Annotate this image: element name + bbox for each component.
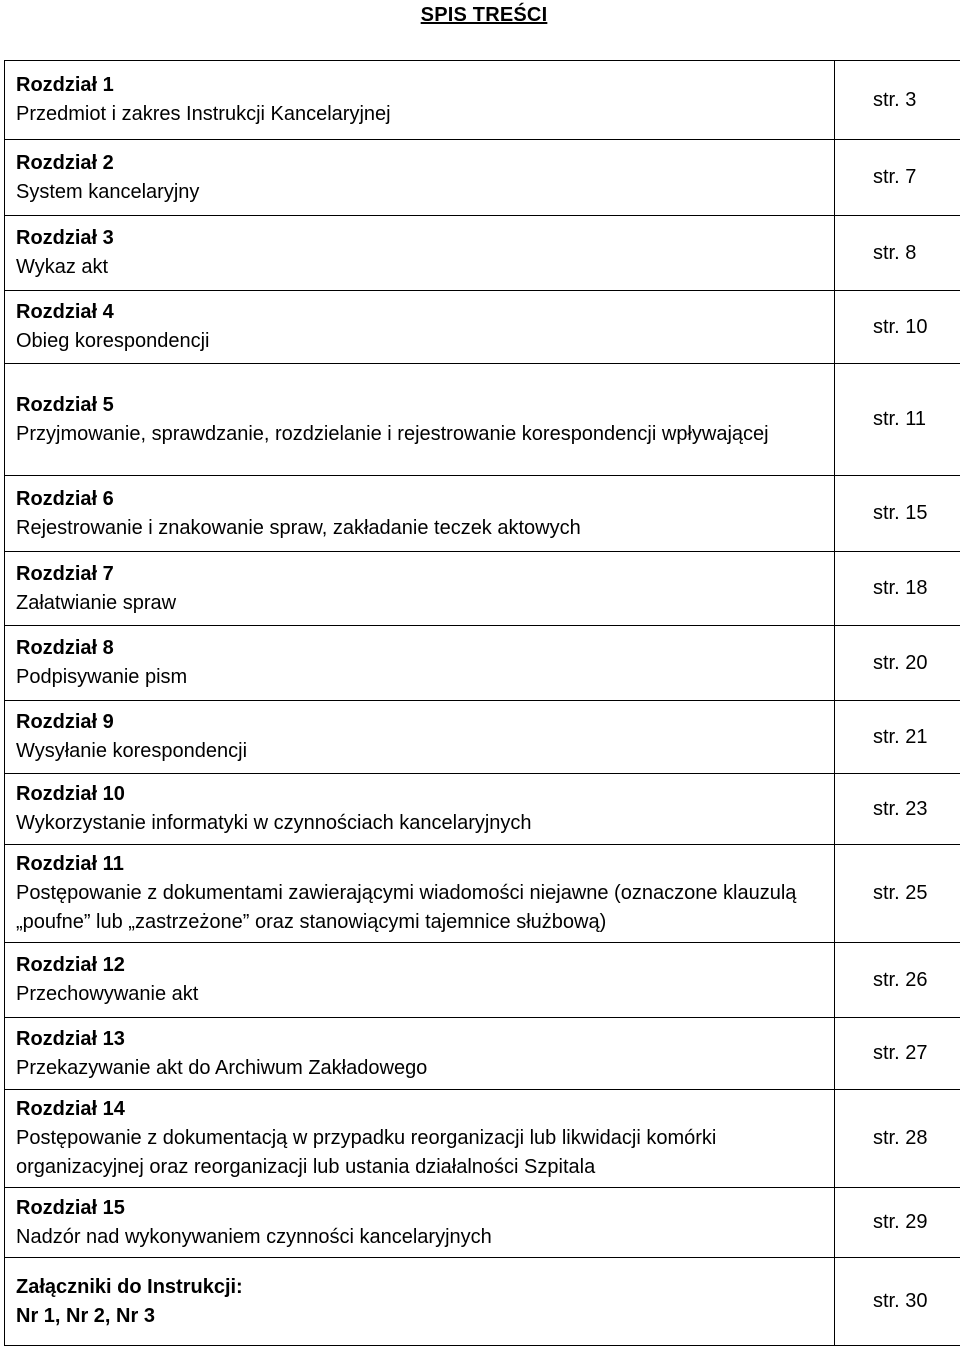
page-number: str. 15 xyxy=(835,476,960,552)
chapter-description: Przechowywanie akt xyxy=(16,983,199,1005)
toc-row xyxy=(5,1188,960,1258)
toc-entry xyxy=(5,1188,835,1258)
toc-row xyxy=(5,140,960,216)
toc-row xyxy=(5,364,960,476)
toc-row xyxy=(5,216,960,291)
chapter-description: Podpisywanie pism xyxy=(16,666,188,688)
page-number: str. 21 xyxy=(835,701,960,774)
toc-entry xyxy=(5,61,835,140)
toc-row xyxy=(5,774,960,845)
chapter-description: Obieg korespondencji xyxy=(16,330,210,352)
attachments-list: Nr 1, Nr 2, Nr 3 xyxy=(16,1304,155,1327)
toc-entry xyxy=(5,1090,835,1188)
page-number: str. 28 xyxy=(835,1090,960,1188)
chapter-label: Rozdział 2 xyxy=(16,151,114,174)
toc-entry-attachments xyxy=(5,1258,835,1346)
toc-entry xyxy=(5,701,835,774)
page-number: str. 10 xyxy=(835,291,960,364)
toc-row xyxy=(5,943,960,1018)
chapter-description: Załatwianie spraw xyxy=(16,591,177,614)
chapter-description: Nadzór nad wykonywaniem czynności kancelaryjnych xyxy=(16,1225,492,1248)
chapter-label: Rozdział 6 xyxy=(16,487,114,510)
toc-row xyxy=(5,1090,960,1188)
chapter-description: System kancelaryjny xyxy=(16,180,200,203)
chapter-label: Rozdział 7 xyxy=(16,562,114,585)
toc-entry xyxy=(5,291,835,364)
toc-entry xyxy=(5,943,835,1018)
chapter-label: Rozdział 3 xyxy=(16,227,114,249)
chapter-description: Wysyłanie korespondencji xyxy=(16,740,248,762)
page-number: str. 30 xyxy=(835,1258,960,1346)
chapter-description: Rejestrowanie i znakowanie spraw, zakładanie teczek aktowych xyxy=(16,516,581,539)
toc-row xyxy=(5,845,960,943)
toc-row xyxy=(5,626,960,701)
page-title: SPIS TREŚCI xyxy=(420,4,548,26)
chapter-label: Rozdział 9 xyxy=(16,711,114,733)
chapter-label: Rozdział 10 xyxy=(16,783,125,805)
page-number: str. 8 xyxy=(835,216,960,291)
chapter-label: Rozdział 1 xyxy=(16,74,114,96)
toc-entry xyxy=(5,626,835,701)
toc-entry xyxy=(5,476,835,552)
page-number: str. 23 xyxy=(835,774,960,845)
toc-entry xyxy=(5,774,835,845)
page-number: str. 18 xyxy=(835,552,960,626)
toc-entry xyxy=(5,552,835,626)
toc-row xyxy=(5,701,960,774)
toc-row xyxy=(5,291,960,364)
toc-row-attachments xyxy=(5,1258,960,1346)
page-number: str. 25 xyxy=(835,845,960,943)
page-number: str. 7 xyxy=(835,140,960,216)
toc-entry xyxy=(5,1018,835,1090)
chapter-label: Rozdział 15 xyxy=(16,1196,125,1219)
chapter-description: Przedmiot i zakres Instrukcji Kancelaryjnej xyxy=(16,103,391,125)
page-number: str. 29 xyxy=(835,1188,960,1258)
chapter-label: Rozdział 13 xyxy=(16,1027,125,1050)
toc-entry xyxy=(5,216,835,291)
table-of-contents xyxy=(4,60,960,1346)
page-number: str. 20 xyxy=(835,626,960,701)
chapter-description: Postępowanie z dokumentacją w przypadku reorganizacji lub likwidacji komórki organizacyjnej oraz reorganizacji lub ustania działalności Szpitala xyxy=(16,1127,717,1178)
chapter-label: Rozdział 5 xyxy=(16,393,114,416)
chapter-description: Przyjmowanie, sprawdzanie, rozdzielanie i rejestrowanie korespondencji wpływającej xyxy=(16,422,769,445)
chapter-label: Rozdział 11 xyxy=(16,853,124,875)
toc-entry xyxy=(5,364,835,476)
toc-row xyxy=(5,552,960,626)
toc-row xyxy=(5,61,960,140)
toc-row xyxy=(5,1018,960,1090)
toc-row xyxy=(5,476,960,552)
page-number: str. 3 xyxy=(835,61,960,140)
chapter-label: Rozdział 8 xyxy=(16,637,114,659)
page-number: str. 27 xyxy=(835,1018,960,1090)
chapter-label: Rozdział 4 xyxy=(16,301,114,323)
chapter-description: Przekazywanie akt do Archiwum Zakładowego xyxy=(16,1056,428,1079)
chapter-label: Rozdział 14 xyxy=(16,1098,125,1120)
attachments-heading: Załączniki do Instrukcji: xyxy=(16,1275,243,1298)
toc-entry xyxy=(5,845,835,943)
page-number: str. 11 xyxy=(835,364,960,476)
chapter-description: Wykaz akt xyxy=(16,256,109,278)
toc-entry xyxy=(5,140,835,216)
chapter-description: Wykorzystanie informatyki w czynnościach kancelaryjnych xyxy=(16,812,532,834)
chapter-description: Postępowanie z dokumentami zawierającymi wiadomości niejawne (oznaczone klauzulą „poufne” lub „zastrzeżone” oraz stanowiącymi tajemnice służbową) xyxy=(16,882,797,933)
chapter-label: Rozdział 12 xyxy=(16,954,125,976)
page-number: str. 26 xyxy=(835,943,960,1018)
